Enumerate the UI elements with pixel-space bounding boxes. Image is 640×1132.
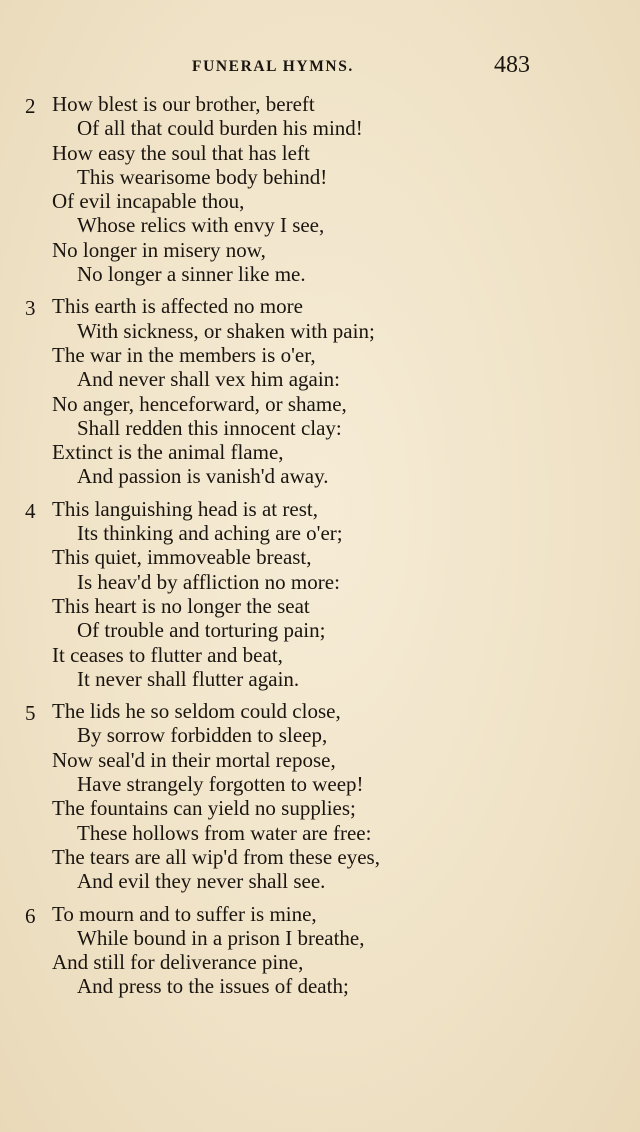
stanza-number: 3 [25,296,36,321]
stanza-4 [0,497,640,691]
verse-line: It never shall flutter again. [77,666,300,691]
verse-line: No longer in misery now, [52,237,266,262]
stanza-3 [0,294,640,488]
stanza-6 [0,902,640,999]
verse-line: And passion is vanish'd away. [77,464,329,489]
verse-line: The fountains can yield no supplies; [52,796,356,821]
verse-line: No anger, henceforward, or shame, [52,391,347,416]
verse-line: While bound in a prison I breathe, [77,925,365,950]
verse-line: And never shall vex him again: [77,367,341,392]
stanza-5 [0,699,640,893]
verse-line: This quiet, immoveable breast, [52,545,312,570]
verse-line: This wearisome body behind! [77,164,328,189]
page-header [0,52,640,82]
page-number: 483 [494,52,530,78]
verse-line: And still for deliverance pine, [52,950,304,975]
stanza-number: 5 [25,701,36,726]
verse-line: How easy the soul that has left [52,140,310,165]
verse-line: Of trouble and torturing pain; [77,618,326,643]
verse-line: To mourn and to suffer is mine, [52,901,317,926]
verse-line: Have strangely forgotten to weep! [77,772,364,797]
verse-line: Shall redden this innocent clay: [77,415,342,440]
verse-line: How blest is our brother, bereft [52,92,315,116]
stanza-number: 4 [25,498,36,523]
running-title: FUNERAL HYMNS. [192,58,354,75]
stanza-number: 2 [25,94,36,118]
stanza-number: 6 [25,903,36,928]
verse-line: Now seal'd in their mortal repose, [52,747,336,772]
verse-line: This heart is no longer the seat [52,593,310,618]
verse-line: The lids he so seldom could close, [52,699,341,724]
verse-line: This earth is affected no more [52,294,303,319]
verse-line: Is heav'd by affliction no more: [77,569,340,594]
verse-line: It ceases to flutter and beat, [52,642,283,667]
verse-line: By sorrow forbidden to sleep, [77,723,328,748]
verse-line: Of all that could burden his mind! [77,116,363,141]
verse-line: Whose relics with envy I see, [77,213,325,238]
verse-line: Of evil incapable thou, [52,189,245,214]
verse-line: These hollows from water are free: [77,820,372,845]
verse-line: The tears are all wip'd from these eyes, [52,844,380,869]
verse-line: And press to the issues of death; [77,974,349,999]
verse-line: This languishing head is at rest, [52,496,318,521]
stanza-2 [0,92,640,286]
verse-line: Extinct is the animal flame, [52,440,284,465]
hymn-text [0,92,640,1007]
verse-line: And evil they never shall see. [77,869,326,894]
verse-line: Its thinking and aching are o'er; [77,521,343,546]
verse-line: The war in the members is o'er, [52,342,316,367]
verse-line: No longer a sinner like me. [77,262,306,287]
verse-line: With sickness, or shaken with pain; [77,318,375,343]
